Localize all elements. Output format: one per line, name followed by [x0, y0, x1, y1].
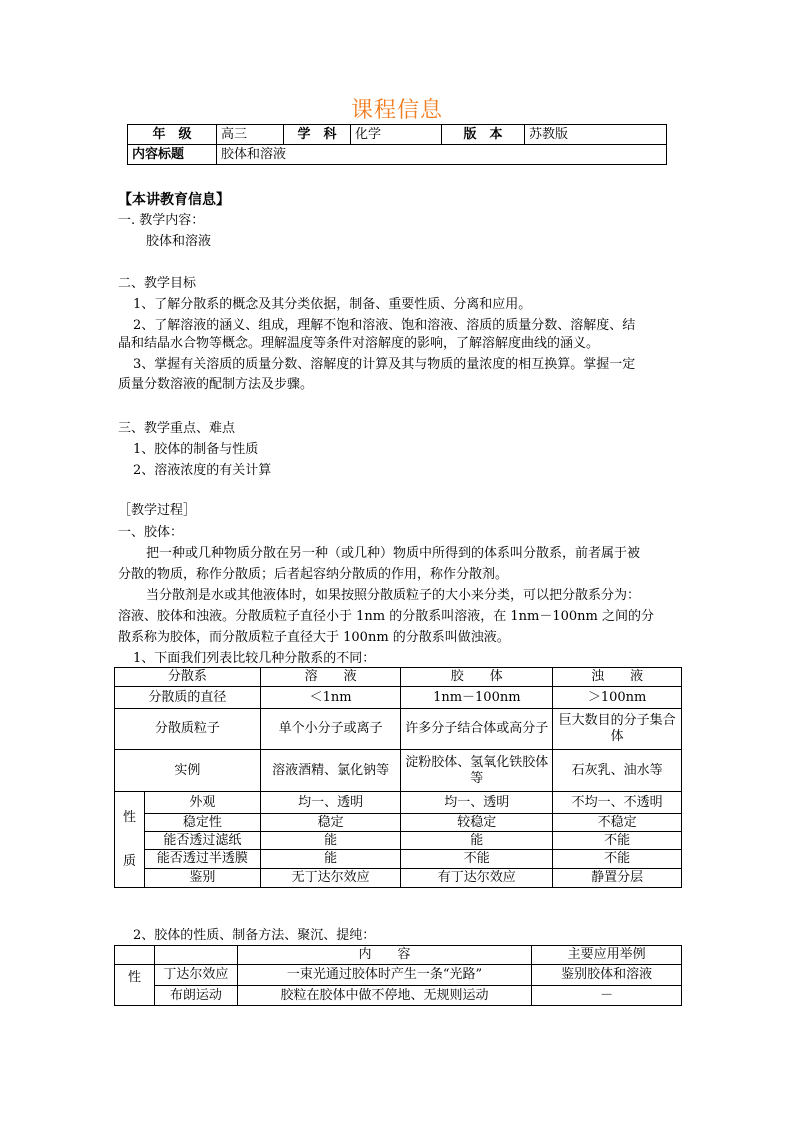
- table-row-label: 能否透过滤纸: [144, 832, 260, 850]
- property-group-label: [115, 792, 145, 888]
- section-heading: 【本讲教育信息】: [118, 192, 230, 208]
- table-header-cell: 溶 液: [260, 668, 401, 687]
- process-paragraph: 当分散剂是水或其他液体时，如果按照分散质粒子的大小来分类，可以把分散系分为：: [146, 588, 641, 603]
- table-cell: 石灰乳、油水等: [553, 750, 682, 792]
- table-cell: 均一、透明: [401, 792, 553, 814]
- table2-caption: 2、胶体的性质、制备方法、聚沉、提纯：: [133, 928, 376, 943]
- property-group-label: [115, 965, 155, 1006]
- table-row-label: 分散质的直径: [115, 687, 261, 709]
- table1-caption: 1、下面我们列表比较几种分散系的不同：: [133, 651, 376, 666]
- subject-label: 学 科: [284, 125, 351, 145]
- table-cell: 较稳定: [401, 814, 553, 832]
- table-cell: 一束光通过胶体时产生一条“光路”: [237, 965, 531, 986]
- table-cell: 溶液酒精、氯化钠等: [260, 750, 401, 792]
- edition-value: 苏教版: [525, 125, 667, 145]
- table-cell: 能: [401, 832, 553, 850]
- table-cell: 不能: [553, 850, 682, 869]
- table-cell: 稳定: [260, 814, 401, 832]
- s2-item: 晶和结晶水合物等概念。理解温度等条件对溶解度的影响，了解溶解度曲线的涵义。: [118, 336, 600, 351]
- table-cell: 单个小分子或离子: [260, 709, 401, 750]
- table-row-label: 外观: [144, 792, 260, 814]
- table-header-cell: 胶 体: [401, 668, 553, 687]
- colloid-properties-table: [114, 945, 682, 1006]
- process-paragraph: 分散的物质，称作分散质；后者起容纳分散质的作用，称作分散剂。: [118, 567, 509, 582]
- table-cell: 有丁达尔效应: [401, 869, 553, 888]
- table-row-label: 能否透过半透膜: [144, 850, 260, 869]
- table-header-cell: 浊 液: [553, 668, 682, 687]
- table-cell: 不稳定: [553, 814, 682, 832]
- table-row-label: 丁达尔效应: [154, 965, 237, 986]
- s3-item: 2、溶液浓度的有关计算: [133, 463, 272, 478]
- table-row-label: 鉴别: [144, 869, 260, 888]
- s1-heading: 一. 教学内容：: [118, 213, 205, 228]
- table-row-label: 布朗运动: [154, 986, 237, 1006]
- table-cell: 不能: [553, 832, 682, 850]
- table-header-cell: 主要应用举例: [532, 946, 682, 965]
- table-header-cell: [154, 946, 237, 965]
- process-sub-heading: 一、胶体：: [118, 525, 184, 540]
- table-cell: 能: [260, 832, 401, 850]
- table-row-label: 实例: [115, 750, 261, 792]
- table-header-cell: [115, 946, 155, 965]
- table-cell: 均一、透明: [260, 792, 401, 814]
- dispersion-comparison-table: [114, 667, 682, 888]
- grade-value: 高三: [217, 125, 284, 145]
- s2-item: 1、了解分散系的概念及其分类依据，制备、重要性质、分离和应用。: [133, 297, 532, 312]
- table-cell: ＞100nm: [553, 687, 682, 709]
- table-cell: 淀粉胶体、氢氧化铁胶体等: [401, 750, 553, 792]
- table-cell: －: [532, 986, 682, 1006]
- page-title: 课程信息: [350, 98, 443, 123]
- subject-value: 化学: [351, 125, 442, 145]
- table-cell: 鉴别胶体和溶液: [532, 965, 682, 986]
- table-cell: 胶粒在胶体中做不停地、无规则运动: [237, 986, 531, 1006]
- s1-content: 胶体和溶液: [146, 234, 212, 249]
- grade-label: 年 级: [128, 125, 217, 145]
- process-paragraph: 散系称为胶体，而分散质粒子直径大于 100nm 的分散系叫做浊液。: [118, 630, 510, 645]
- process-heading: ［教学过程］: [118, 503, 197, 518]
- table-cell: ＜1nm: [260, 687, 401, 709]
- edition-label: 版 本: [442, 125, 525, 145]
- topic-value: 胶体和溶液: [217, 145, 667, 165]
- table-cell: 无丁达尔效应: [260, 869, 401, 888]
- property-label-char: 性: [122, 809, 136, 825]
- course-info-table: [127, 124, 667, 165]
- table-header-cell: 内 容: [237, 946, 531, 965]
- process-paragraph: 溶液、胶体和浊液。分散质粒子直径小于 1nm 的分散系叫溶液，在 1nm－100nm 之间的分: [118, 609, 654, 624]
- table-cell: 能: [260, 850, 401, 869]
- s2-heading: 二、教学目标: [118, 276, 197, 291]
- table-cell: 1nm－100nm: [401, 687, 553, 709]
- s2-item: 质量分数溶液的配制方法及步骤。: [118, 377, 314, 392]
- s2-item: 3、掌握有关溶质的质量分数、溶解度的计算及其与物质的量浓度的相互换算。掌握一定: [133, 357, 636, 372]
- table-cell: 不均一、不透明: [553, 792, 682, 814]
- property-label-char: 性: [127, 970, 141, 985]
- table-row-label: 分散质粒子: [115, 709, 261, 750]
- table-row-label: 稳定性: [144, 814, 260, 832]
- s2-item: 2、了解溶液的涵义、组成，理解不饱和溶液、饱和溶液、溶质的质量分数、溶解度、结: [133, 318, 636, 333]
- table-cell: 许多分子结合体或高分子: [401, 709, 553, 750]
- topic-label: 内容标题: [128, 145, 217, 165]
- s3-item: 1、胶体的制备与性质: [133, 442, 259, 457]
- process-paragraph: 把一种或几种物质分散在另一种（或几种）物质中所得到的体系叫分散系，前者属于被: [146, 546, 641, 561]
- table-header-cell: 分散系: [115, 668, 261, 687]
- s3-heading: 三、教学重点、难点: [118, 421, 236, 436]
- table-cell: 巨大数目的分子集合体: [553, 709, 682, 750]
- table-cell: 静置分层: [553, 869, 682, 888]
- property-label-char: 质: [122, 853, 136, 869]
- table-cell: 不能: [401, 850, 553, 869]
